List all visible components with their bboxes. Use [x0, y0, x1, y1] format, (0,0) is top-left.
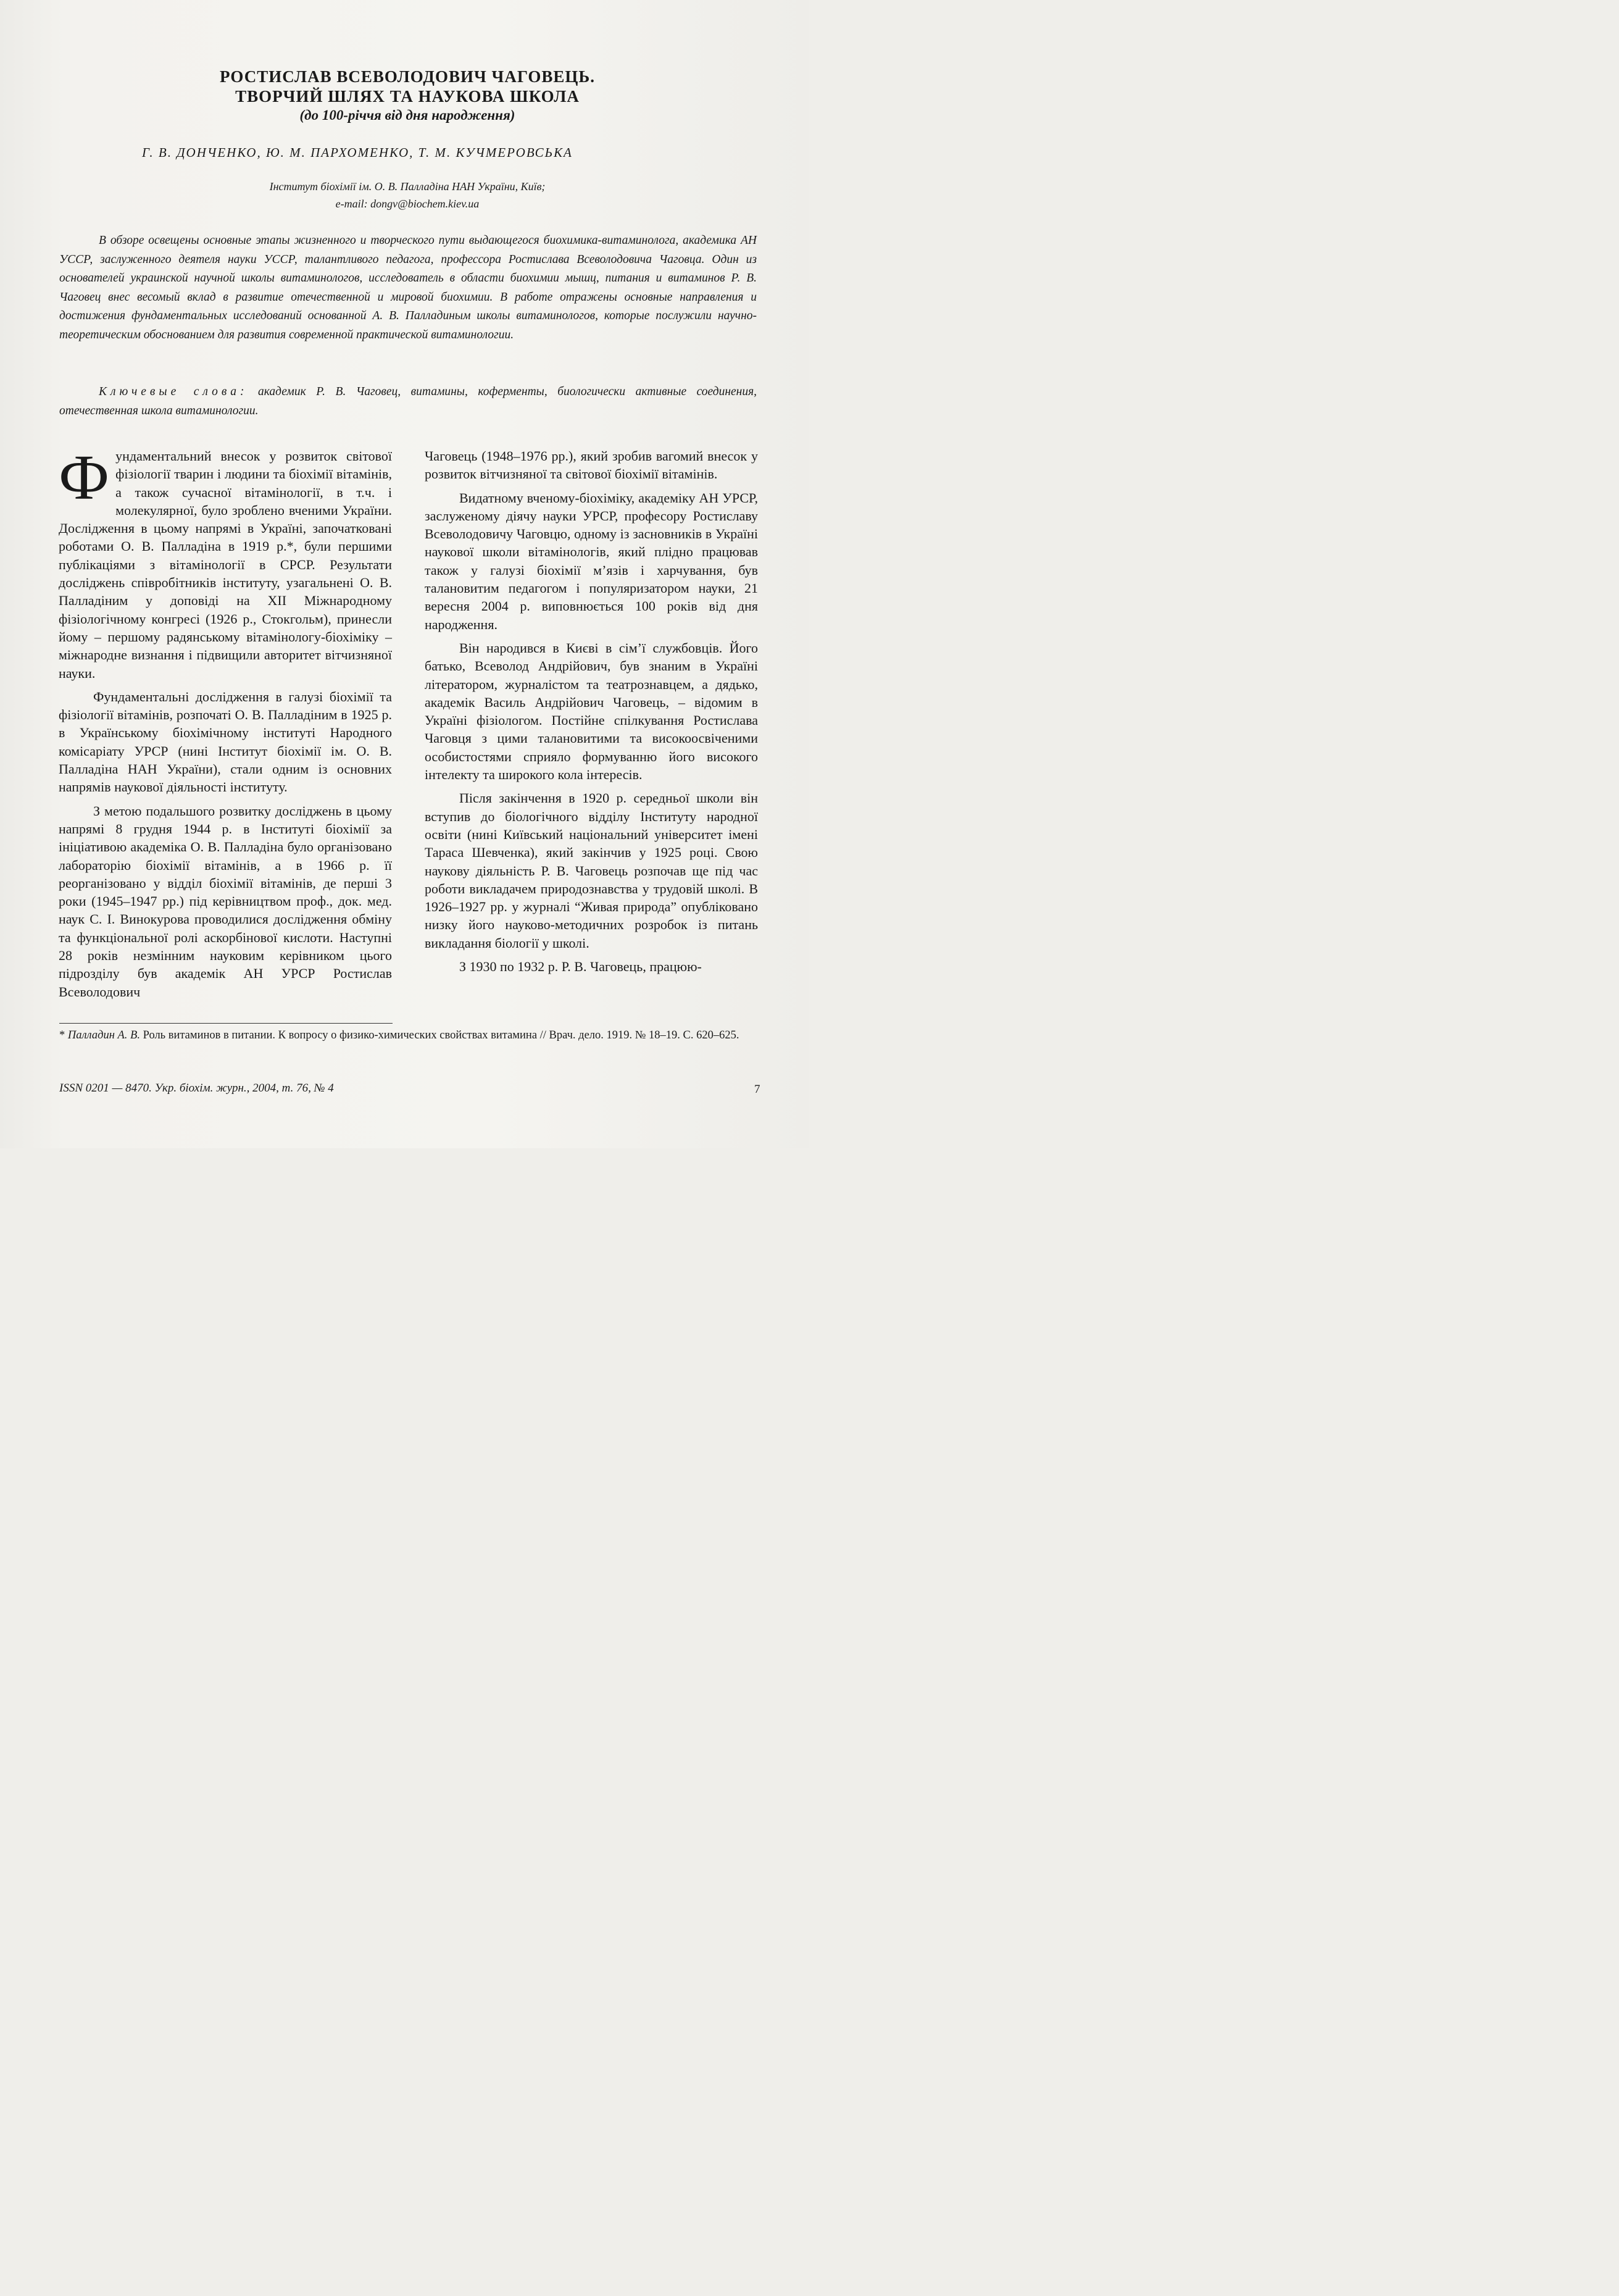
- keywords-label: Ключевые слова:: [99, 385, 248, 398]
- body-paragraph: Чаговець (1948–1976 рр.), який зробив вагомий внесок у розвиток вітчизняної та світової біохімії вітамінів.: [425, 448, 758, 482]
- drop-cap: Ф: [59, 442, 110, 513]
- journal-citation: ISSN 0201 — 8470. Укр. біохім. журн., 2004, т. 76, № 4: [59, 1082, 334, 1095]
- footnote-divider: [59, 1023, 393, 1024]
- article-header: [56, 67, 759, 125]
- body-paragraph: З метою подальшого розвитку досліджень в цьому напрямі 8 грудня 1944 р. в Інституті біохімії за ініціативою академіка О. В. Палладіна було організовано лабораторію біохімії вітамінів, а в 1966 р. її реорганізовано у відділ біохімії вітамінів, де перші 3 роки (1945–1947 рр.) під керівництвом проф., док. мед. наук С. І. Винокурова проводилися дослідження обміну та функціональної ролі аскорбінової кислоти. Наступні 28 років незмінним науковим керівником цього підрозділу був академік АН УРСР Ростислав Всеволодович: [59, 803, 392, 1000]
- footnote-text: Роль витаминов в питании. К вопросу о физико-химических свойствах витамина // Врач. дело. 1919. № 18–19. С. 620–625.: [143, 1029, 739, 1042]
- article-title-line-2: ТВОРЧИЙ ШЛЯХ ТА НАУКОВА ШКОЛА: [235, 87, 580, 106]
- body-column-left: [59, 442, 392, 1001]
- keywords-text: академик Р. В. Чаговец, витамины, коферменты, биологически активные соединения, отечественная школа витаминологии.: [59, 385, 757, 417]
- body-paragraph: Він народився в Києві в сім’ї службовців. Його батько, Всеволод Андрійович, був знаним в Україні літератором, журналістом та театрознавцем, а дядько, академік Василь Андрійович Чаговець, – відомим в Україні фізіологом. Постійне спілкування Ростислава Чаговця з цими талановитими та високоосвіченими особистостями сприяло формуванню його високого інтелекту та широкого кола інтересів.: [425, 640, 758, 783]
- page-number: 7: [754, 1083, 760, 1096]
- institute-name: Інститут біохімії ім. О. В. Палладіна НАН України, Київ;: [269, 180, 546, 193]
- article-title-line-1: РОСТИСЛАВ ВСЕВОЛОДОВИЧ ЧАГОВЕЦЬ.: [220, 67, 595, 86]
- footnote-author: Палладин А. В.: [67, 1029, 140, 1042]
- body-paragraph-text: ундаментальний внесок у розвиток світової фізіології тварин і людини та біохімії вітамінів, а також сучасної вітамінології, в т.ч. і молекулярної, було зроблено вченими України. Дослідження в цьому напрямі в Україні, започатковані роботами О. В. Палладіна в 1919 р.*, були першими публікаціями з вітамінології в СРСР. Результати досліджень співробітників інституту, узагальнені О. В. Палладіним у доповіді на XII Міжнародному фізіологічному конгресі (1926 р., Стокгольм), принесли йому – першому радянському вітамінологу-біохіміку – міжнародне визнання і підвищили авторитет вітчизняної науки.: [59, 448, 392, 681]
- abstract: В обзоре освещены основные этапы жизненного и творческого пути выдающегося биохимика-витаминолога, академика АН УССР, заслуженного деятеля науки УССР, талантливого педагога, профессора Ростислава Всеволодовича Чаговца. Один из основателей украинской научной школы витаминологов, исследователь в области биохимии мышц, питания и витаминов Р. В. Чаговец внес весомый вклад в развитие отечественной и мировой биохимии. В работе отражены основные направления и достижения фундаментальных исследований основанной А. В. Палладиным школы витаминологов, которые послужили научно-теоретическим обоснованием для развития современной практической витаминологии.: [59, 234, 757, 341]
- footnote-mark: *: [59, 1029, 65, 1042]
- journal-page: [0, 0, 809, 1148]
- contact-email: e-mail: dongv@biochem.kiev.ua: [335, 198, 480, 210]
- keywords: [59, 383, 757, 420]
- affiliation: [154, 178, 660, 212]
- author-list: Г. В. ДОНЧЕНКО, Ю. М. ПАРХОМЕНКО, Т. М. КУЧМЕРОВСЬКА: [142, 145, 573, 160]
- article-subtitle: (до 100-річчя від дня народження): [299, 107, 515, 123]
- footnote: [59, 1027, 757, 1043]
- body-paragraph: [59, 442, 392, 682]
- body-paragraph: Після закінчення в 1920 р. середньої школи він вступив до біологічного відділу Інституту народної освіти (нині Київський національний університет імені Тараса Шевченка), який закінчив у 1925 році. Свою наукову діяльність Р. В. Чаговець розпочав ще під час роботи викладачем природознавства у трудовій школі. В 1926–1927 рр. у журналі “Живая природа” опубліковано низку його науково-методичних розробок із питань викладання біології у школі.: [425, 790, 758, 951]
- body-paragraph: Видатному вченому-біохіміку, академіку АН УРСР, заслуженому діячу науки УРСР, професору Ростиславу Всеволодовичу Чаговцю, одному із засновників в Україні наукової школи вітамінологів, який плідно працював також у галузі біохімії м’язів і харчування, був талановитим педагогом і популяризатором науки, 21 вересня 2004 р. виповнюється 100 років від дня народження.: [425, 490, 758, 632]
- body-paragraph: Фундаментальні дослідження в галузі біохімії та фізіології вітамінів, розпочаті О. В. Палладіним в 1925 р. в Українському біохімічному інституті Народного комісаріату УРСР (нині Інститут біохімії ім. О. В. Палладіна НАН України), стали одним із основних напрямів наукової діяльності інституту.: [59, 688, 392, 795]
- body-column-right: [425, 447, 758, 975]
- body-paragraph: З 1930 по 1932 р. Р. В. Чаговець, працюю-: [459, 959, 702, 975]
